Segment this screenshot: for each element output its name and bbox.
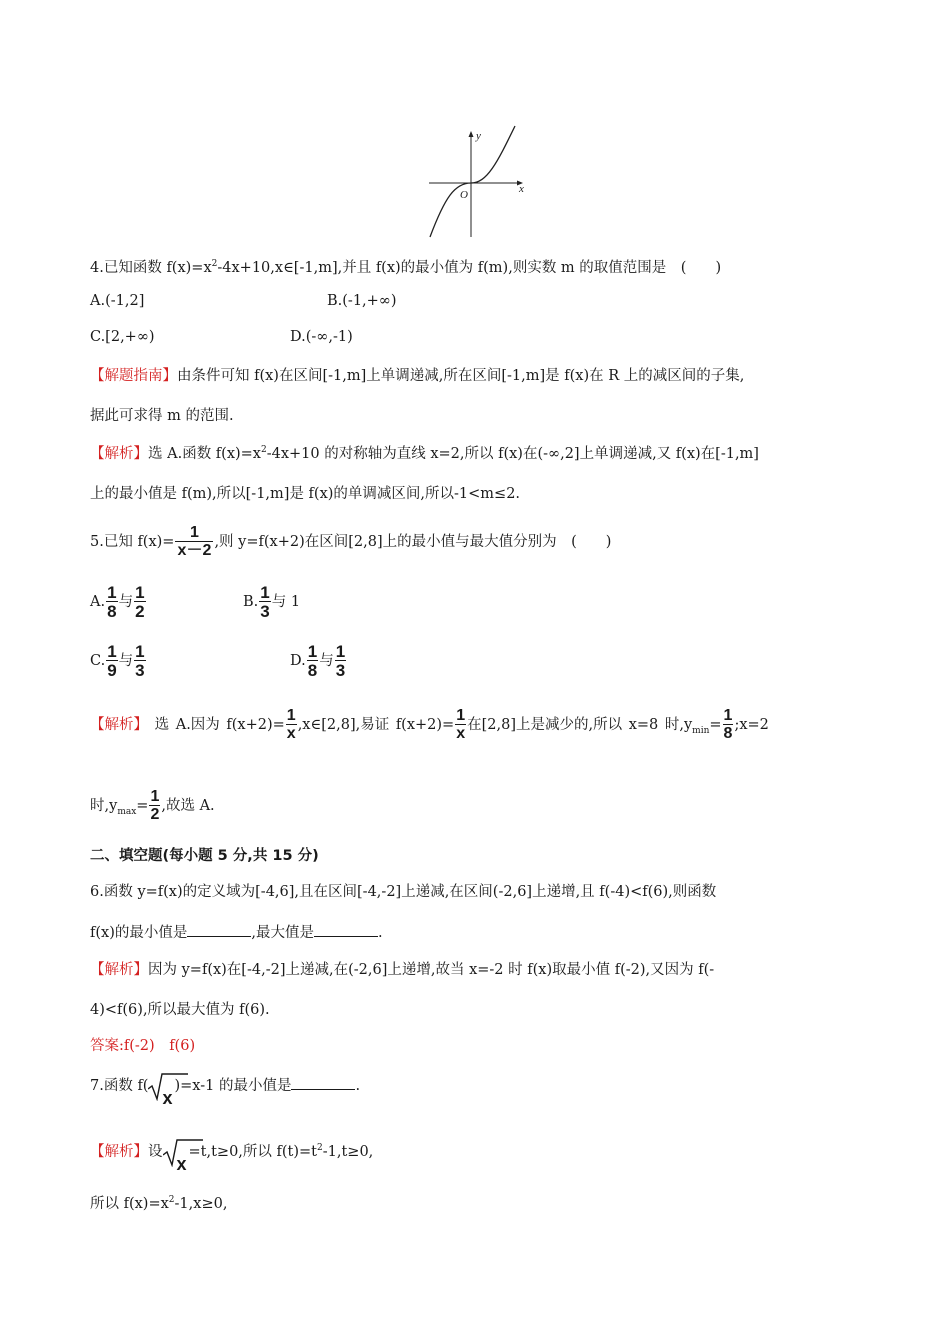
fraction: $\frac{1}{8}$ (107, 583, 117, 621)
function-graph-figure (425, 125, 535, 240)
fraction: $\frac{1}{9}$ (107, 642, 117, 680)
answer-blank (314, 922, 378, 937)
q6-answer: 答案:f(-2) f(6) (90, 1038, 196, 1054)
sqrt-expression: x (148, 1071, 174, 1101)
q5-solution-line2: 时$,y_{max}=$ $\frac{1}{2}$ ,故选 A. (90, 788, 215, 823)
fraction: $\frac{1}{x-2}$ (175, 525, 213, 559)
fraction: $\frac{1}{8}$ (723, 707, 733, 742)
q7-solution-line2: 所以 $f(x)=x^2-1,x\ge 0$, (90, 1195, 228, 1212)
q4-solution-line1: 【解析】选 A.函数 $f(x)=x^2-4x+10$ 的对称轴为直线 x=2,所以 f(x)在(-∞,2]上单调递减,又 f(x)在[-1,m] (90, 445, 759, 462)
fraction: $\frac{1}{3}$ (135, 642, 145, 680)
q5-solution-line1: 【解析】 选 A.因为 f(x+2)= $\frac{1}{x}$ ,x∈[2,8],易证 f(x+2)= $\frac{1}{x}$ 在[2,8]上是减少的,所以 x=8 时$,y_{min}=$ $\frac{1}{8}$ ;x=2 (90, 707, 769, 742)
q6-stem-line2: f(x)的最小值是 ,最大值是 . (90, 922, 383, 943)
fraction: $\frac{1}{8}$ (307, 642, 318, 680)
q4-guide-line1: 【解题指南】由条件可知 f(x)在区间[-1,m]上单调递减,所在区间[-1,m]是 f(x)在 R 上的减区间的子集, (90, 368, 745, 384)
fraction: $\frac{1}{3}$ (335, 642, 346, 680)
q5-option-b: B. $\frac{1}{3}$ 与 1 (243, 583, 301, 621)
fraction: $\frac{1}{2}$ (135, 583, 145, 621)
answer-blank (187, 922, 251, 937)
q4-option-d: D.(-∞,-1) (290, 329, 353, 345)
q5-stem: 5.已知 f(x)= $\frac{1}{x-2}$ ,则 y=f(x+2)在区间[2,8]上的最小值与最大值分别为 ( ) (90, 524, 612, 559)
axis-y-label: y (476, 130, 481, 142)
q4-option-a: A.(-1,2] (90, 293, 145, 309)
origin-label: O (460, 189, 468, 201)
q7-solution-line1: 【解析】设 x=t,t≥0,所以 $f(t)=t^2-1,t\ge 0$, (90, 1134, 373, 1170)
section-title: 二、填空题(每小题 5 分,共 15 分) (90, 848, 319, 864)
q4-option-c: C.[2,+∞) (90, 329, 155, 345)
q4-option-b: B.(-1,+∞) (327, 293, 397, 309)
q7-stem: 7.函数 f( x)=x-1 的最小值是 . (90, 1068, 360, 1104)
q5-option-a: A. $\frac{1}{8}$ 与 $\frac{1}{2}$ (90, 583, 145, 621)
q4-stem: 4.已知函数 $f(x)=x^2-4x+10,x\in[-1,m]$,并且 f(x)的最小值为 f(m),则实数 m 的取值范围是 ( ) (90, 259, 722, 276)
answer-blank (291, 1075, 355, 1090)
fraction: $\frac{1}{x}$ (456, 707, 466, 742)
q4-guide-line2: 据此可求得 m 的范围. (90, 408, 234, 424)
fraction: $\frac{1}{3}$ (260, 583, 270, 621)
q6-solution-line1: 【解析】因为 y=f(x)在[-4,-2]上递减,在(-2,6]上递增,故当 x=-2 时 f(x)取最小值 f(-2),又因为 f(- (90, 962, 715, 978)
function-curve (430, 126, 515, 237)
solution-tag: 【解析】 (90, 446, 148, 462)
q6-stem-line1: 6.函数 y=f(x)的定义域为[-4,6],且在区间[-4,-2]上递减,在区间(-2,6]上递增,且 f(-4)<f(6),则函数 (90, 884, 717, 900)
axis-x-label: x (519, 183, 524, 195)
q6-solution-line2: 4)<f(6),所以最大值为 f(6). (90, 1002, 270, 1018)
y-axis-arrow (469, 131, 474, 137)
fraction: $\frac{1}{x}$ (286, 707, 296, 742)
guide-tag: 【解题指南】 (90, 368, 177, 384)
q4-solution-line2: 上的最小值是 f(m),所以[-1,m]是 f(x)的单调减区间,所以-1<m≤2. (90, 486, 521, 502)
q5-option-d: D. $\frac{1}{8}$ 与 $\frac{1}{3}$ (290, 642, 346, 680)
q5-option-c: C. $\frac{1}{9}$ 与 $\frac{1}{3}$ (90, 642, 145, 680)
sqrt-expression: x (163, 1137, 189, 1167)
fraction: $\frac{1}{2}$ (150, 788, 160, 823)
